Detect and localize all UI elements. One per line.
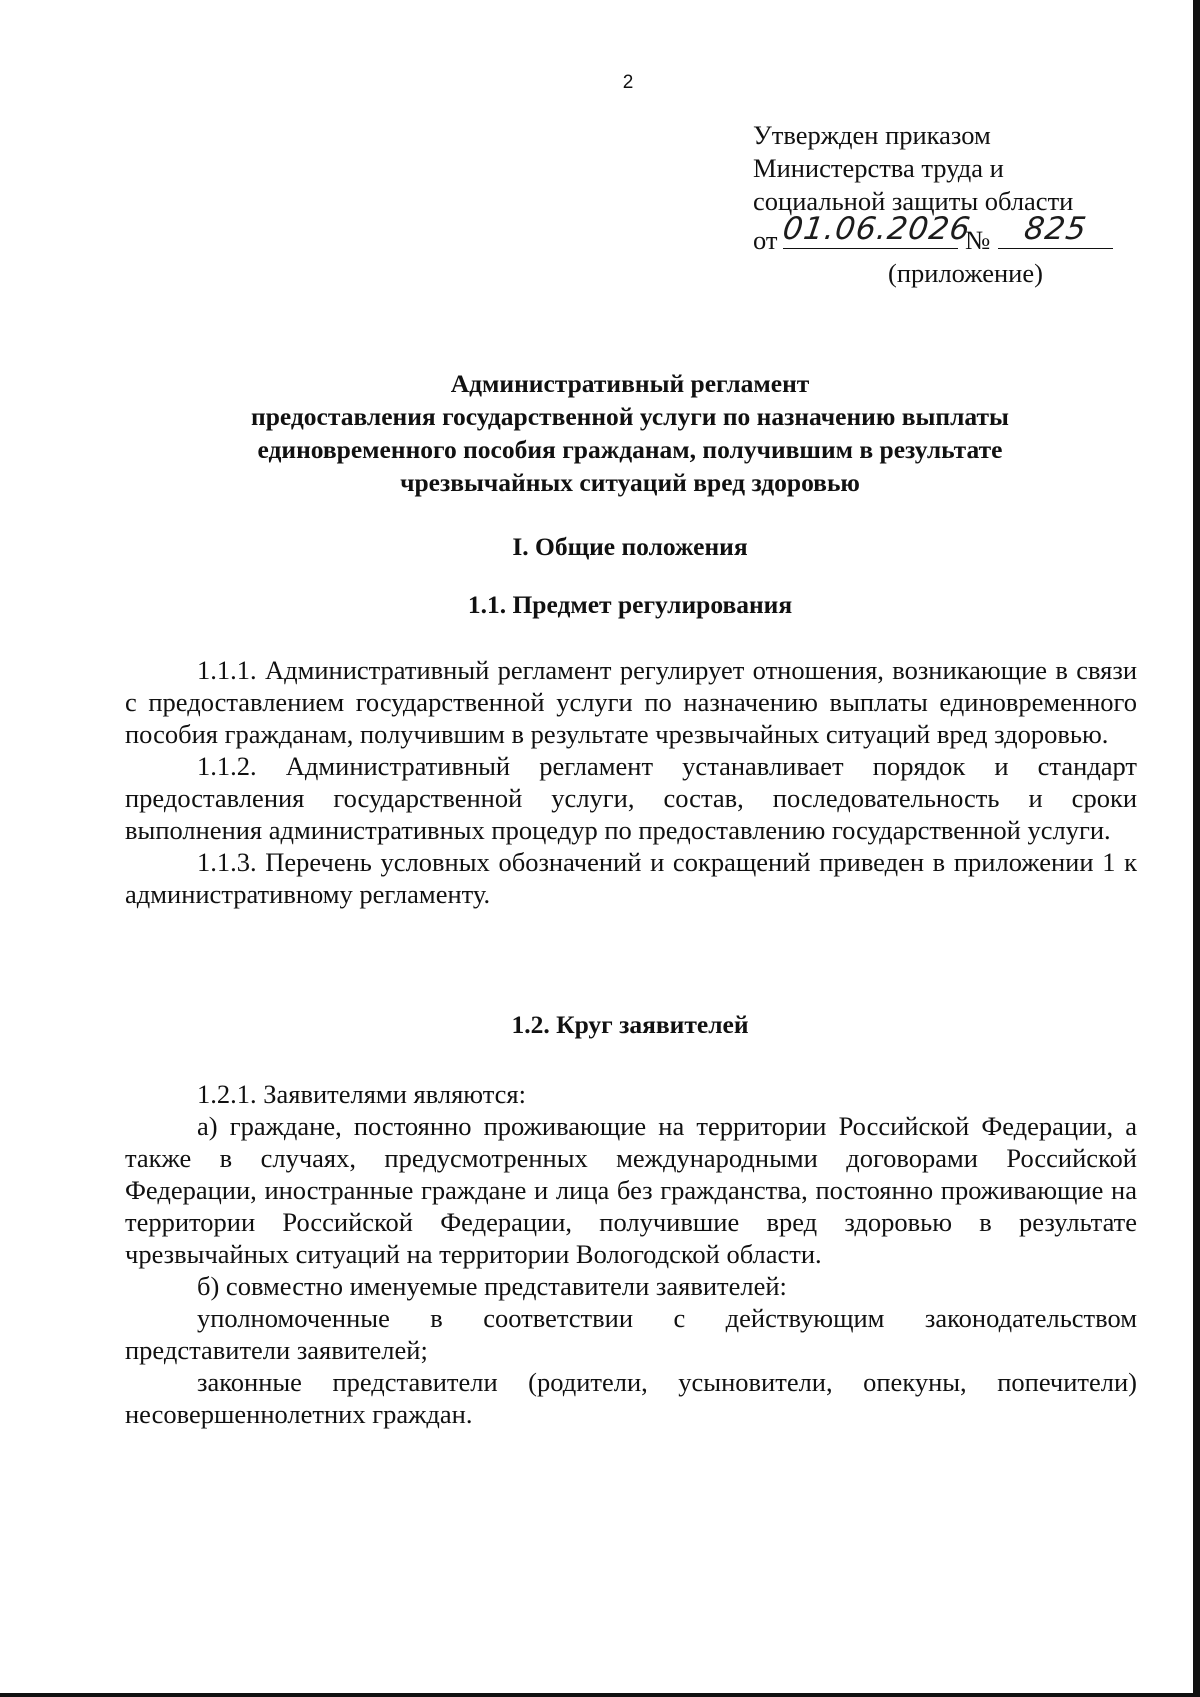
from-label: от [753, 225, 778, 255]
applicants-paragraphs [125, 1078, 1137, 1430]
paragraph-b-authorized: уполномоченные в соответствии с действующим законодательством представители заявителей; [125, 1303, 1137, 1365]
title-line-2: предоставления государственной услуги по назначению выплаты [251, 402, 1009, 431]
paragraph-1-1-3: 1.1.3. Перечень условных обозначений и сокращений приведен в приложении 1 к административному регламенту. [125, 847, 1137, 909]
section-subject-heading: 1.1. Предмет регулирования [467, 590, 793, 619]
handwritten-date: 01.06.2026 [781, 211, 974, 247]
subject-paragraphs [125, 654, 1137, 910]
approval-line-3: социальной защиты области [753, 186, 1074, 216]
paragraph-1-1-2: 1.1.2. Административный регламент устанавливает порядок и стандарт предоставления государственной услуги, состав, последовательность и сроки выполнения административных процедур по предоставлению государственной услуги. [125, 751, 1137, 845]
approval-block [753, 119, 1133, 290]
scan-edge-bottom [0, 1693, 1200, 1697]
date-field [781, 211, 974, 249]
page-number: 2 [622, 72, 634, 93]
approval-date-number-row [753, 211, 1133, 257]
title-line-4: чрезвычайных ситуаций вред здоровью [400, 468, 860, 497]
section-general-heading: I. Общие положения [512, 532, 748, 561]
handwritten-number: 825 [1022, 211, 1090, 247]
section-applicants-heading: 1.2. Круг заявителей [511, 1010, 749, 1039]
document-title [120, 367, 1140, 499]
paragraph-1-2-1: 1.2.1. Заявителями являются: [197, 1079, 526, 1109]
paragraph-b: б) совместно именуемые представители заявителей: [197, 1271, 787, 1301]
approval-line-1: Утвержден приказом [753, 120, 991, 150]
approval-line-2: Министерства труда и [753, 153, 1004, 183]
paragraph-b-legal: законные представители (родители, усыновители, опекуны, попечители) несовершеннолетних граждан. [125, 1367, 1137, 1429]
scan-edge-right [1193, 0, 1200, 1697]
number-field [998, 211, 1113, 249]
paragraph-1-1-1: 1.1.1. Административный регламент регулирует отношения, возникающие в связи с предоставлением государственной услуги по назначению выплаты единовременного пособия гражданам, получившим в результате чрезвычайных ситуаций вред здоровью. [125, 655, 1137, 749]
title-line-1: Административный регламент [450, 369, 810, 398]
number-label: № [965, 225, 991, 255]
appendix-label: (приложение) [888, 258, 1043, 288]
title-line-3: единовременного пособия гражданам, получившим в результате [257, 435, 1003, 464]
paragraph-a: а) граждане, постоянно проживающие на территории Российской Федерации, а также в случаях, предусмотренных международными договорами Российской Федерации, иностранные граждане и лица без гражданства, постоянно проживающие на территории Российской Федерации, получившие вред здоровью в результате чрезвычайных ситуаций на территории Вологодской области. [125, 1111, 1137, 1269]
